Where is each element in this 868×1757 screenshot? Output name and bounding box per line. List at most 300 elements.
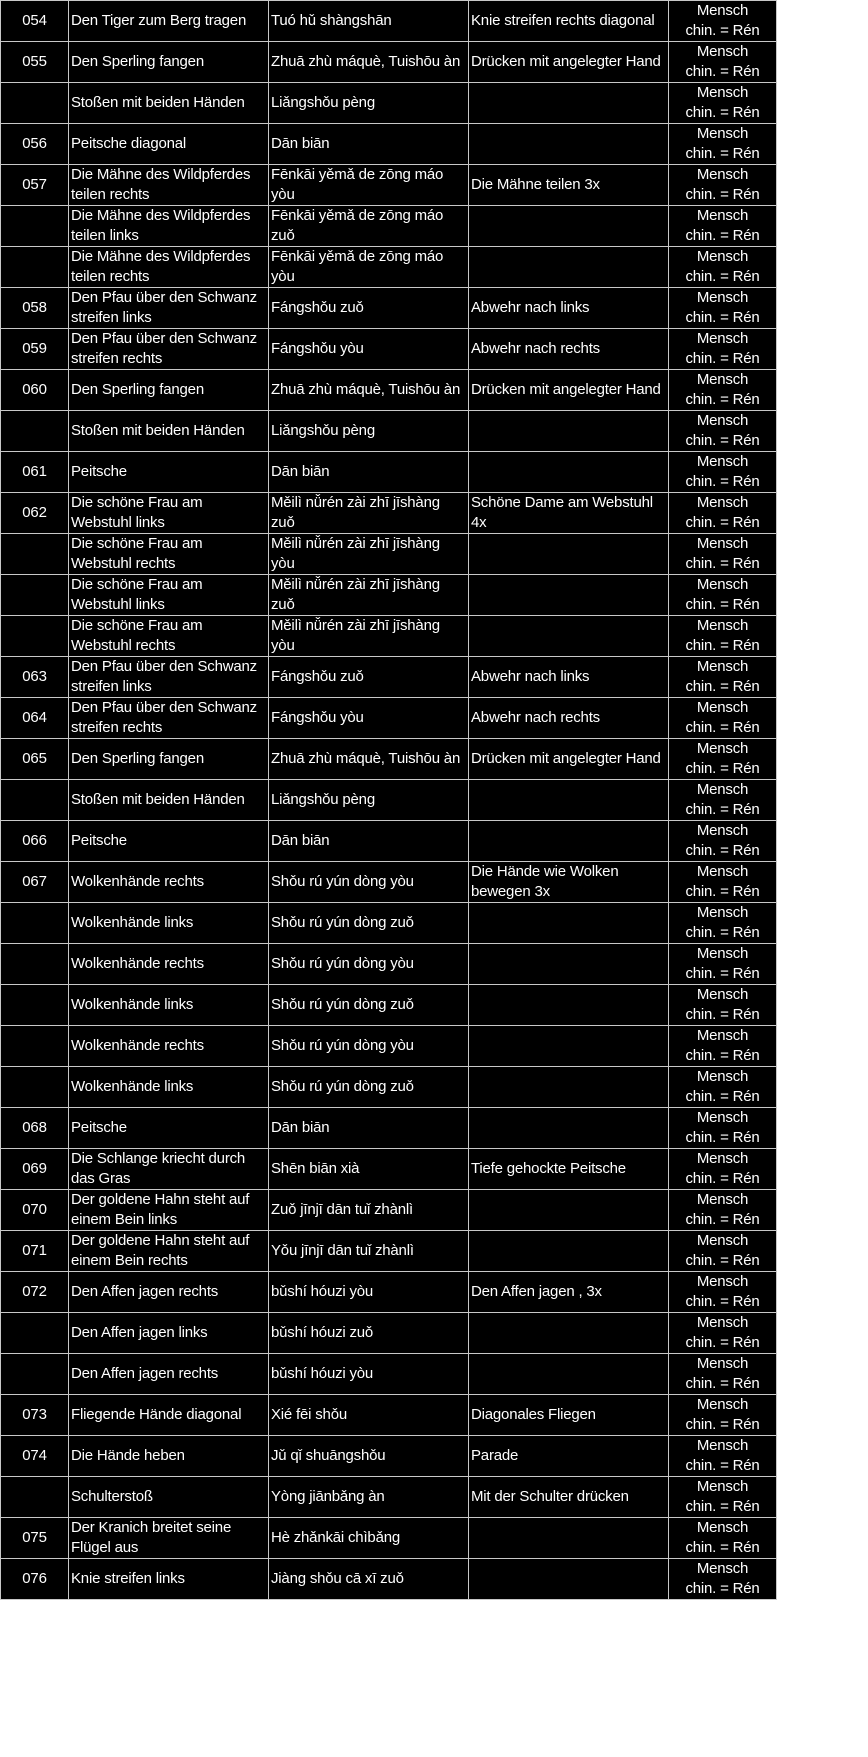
note-cell: Den Affen jagen , 3x [469,1272,669,1313]
table-row [1,739,777,780]
form-number-cell: 066 [1,821,69,862]
note-cell [469,821,669,862]
table-row [1,1067,777,1108]
word-german: Mensch [696,822,749,839]
note-cell [469,1313,669,1354]
word-chinese: chin. = Rén [685,1211,760,1228]
form-number-cell [1,1067,69,1108]
word-german: Mensch [696,289,749,306]
word-chinese: chin. = Rén [685,637,760,654]
word-german: Mensch [696,1560,749,1577]
table-row [1,83,777,124]
word-german: Mensch [696,535,749,552]
form-number-cell: 069 [1,1149,69,1190]
word-chinese: chin. = Rén [685,145,760,162]
table-row [1,534,777,575]
table-row [1,1190,777,1231]
table-row [1,1313,777,1354]
german-name-cell: Der goldene Hahn steht auf einem Bein rechts [69,1231,269,1272]
word-chinese: chin. = Rén [685,1293,760,1310]
note-cell: Abwehr nach rechts [469,329,669,370]
word-german: Mensch [696,43,749,60]
word-cell [669,493,777,534]
note-cell [469,534,669,575]
word-german: Mensch [696,412,749,429]
note-cell [469,124,669,165]
word-german: Mensch [696,207,749,224]
table-row [1,903,777,944]
form-number-cell [1,903,69,944]
word-chinese: chin. = Rén [685,719,760,736]
word-chinese: chin. = Rén [685,186,760,203]
note-cell: Abwehr nach links [469,657,669,698]
table-row [1,575,777,616]
note-cell [469,616,669,657]
word-cell [669,1313,777,1354]
table-row [1,862,777,903]
german-name-cell: Wolkenhände rechts [69,944,269,985]
form-number-cell: 073 [1,1395,69,1436]
form-number-cell: 063 [1,657,69,698]
note-cell [469,1354,669,1395]
word-chinese: chin. = Rén [685,1416,760,1433]
word-german: Mensch [696,1396,749,1413]
form-number-cell: 070 [1,1190,69,1231]
word-cell [669,1436,777,1477]
pinyin-name-cell: Fángshǒu zuǒ [269,288,469,329]
form-number-cell [1,944,69,985]
word-chinese: chin. = Rén [685,1252,760,1269]
form-number-cell: 062 [1,493,69,534]
word-german: Mensch [696,248,749,265]
form-number-cell: 057 [1,165,69,206]
word-cell [669,1518,777,1559]
pinyin-name-cell: Hè zhǎnkāi chìbǎng [269,1518,469,1559]
german-name-cell: Den Pfau über den Schwanz streifen rechts [69,698,269,739]
form-number-cell [1,534,69,575]
word-cell [669,985,777,1026]
german-name-cell: Wolkenhände links [69,1067,269,1108]
german-name-cell: Wolkenhände links [69,985,269,1026]
note-cell: Mit der Schulter drücken [469,1477,669,1518]
note-cell: Die Hände wie Wolken bewegen 3x [469,862,669,903]
note-cell [469,1026,669,1067]
pinyin-name-cell: Zhuā zhù máquè, Tuishōu àn [269,370,469,411]
note-cell: Parade [469,1436,669,1477]
german-name-cell: Die Mähne des Wildpferdes teilen rechts [69,247,269,288]
german-name-cell: Den Affen jagen rechts [69,1272,269,1313]
table-row [1,1149,777,1190]
table-row [1,452,777,493]
german-name-cell: Den Tiger zum Berg tragen [69,1,269,42]
table-row [1,124,777,165]
pinyin-name-cell: Dān biān [269,452,469,493]
german-name-cell: Peitsche diagonal [69,124,269,165]
pinyin-name-cell: Shēn biān xià [269,1149,469,1190]
word-cell [669,1026,777,1067]
word-cell [669,1149,777,1190]
form-number-cell: 071 [1,1231,69,1272]
german-name-cell: Stoßen mit beiden Händen [69,411,269,452]
word-cell [669,452,777,493]
form-number-cell [1,575,69,616]
word-chinese: chin. = Rén [685,1047,760,1064]
note-cell [469,1518,669,1559]
table-row [1,1477,777,1518]
word-cell [669,821,777,862]
note-cell [469,575,669,616]
german-name-cell: Stoßen mit beiden Händen [69,83,269,124]
note-cell: Drücken mit angelegter Hand [469,370,669,411]
german-name-cell: Der Kranich breitet seine Flügel aus [69,1518,269,1559]
word-german: Mensch [696,1437,749,1454]
german-name-cell: Die schöne Frau am Webstuhl links [69,493,269,534]
german-name-cell: Den Sperling fangen [69,739,269,780]
pinyin-name-cell: Shǒu rú yún dòng zuǒ [269,903,469,944]
word-cell [669,83,777,124]
word-chinese: chin. = Rén [685,473,760,490]
word-german: Mensch [696,1027,749,1044]
form-number-cell [1,780,69,821]
form-number-cell [1,247,69,288]
word-cell [669,575,777,616]
word-german: Mensch [696,904,749,921]
word-chinese: chin. = Rén [685,1457,760,1474]
pinyin-name-cell: Měilì nǚrén zài zhī jīshàng yòu [269,616,469,657]
word-german: Mensch [696,494,749,511]
word-german: Mensch [696,2,749,19]
form-number-cell [1,206,69,247]
note-cell [469,247,669,288]
word-german: Mensch [696,166,749,183]
form-number-cell [1,985,69,1026]
note-cell [469,1231,669,1272]
word-chinese: chin. = Rén [685,1498,760,1515]
word-cell [669,1,777,42]
word-chinese: chin. = Rén [685,104,760,121]
form-number-cell: 060 [1,370,69,411]
word-cell [669,862,777,903]
form-number-cell: 065 [1,739,69,780]
pinyin-name-cell: Shǒu rú yún dòng zuǒ [269,985,469,1026]
form-number-cell: 056 [1,124,69,165]
word-german: Mensch [696,371,749,388]
note-cell: Schöne Dame am Webstuhl 4x [469,493,669,534]
form-number-cell [1,411,69,452]
form-number-cell [1,1477,69,1518]
pinyin-name-cell: Shǒu rú yún dòng yòu [269,944,469,985]
table-row [1,370,777,411]
german-name-cell: Wolkenhände links [69,903,269,944]
german-name-cell: Wolkenhände rechts [69,862,269,903]
form-number-cell: 055 [1,42,69,83]
form-number-cell: 074 [1,1436,69,1477]
pinyin-name-cell: Zhuā zhù máquè, Tuishōu àn [269,739,469,780]
word-german: Mensch [696,781,749,798]
word-chinese: chin. = Rén [685,1129,760,1146]
form-number-cell [1,1354,69,1395]
pinyin-name-cell: Fángshǒu yòu [269,698,469,739]
word-cell [669,1272,777,1313]
german-name-cell: Den Pfau über den Schwanz streifen links [69,657,269,698]
table-row [1,1,777,42]
pinyin-name-cell: Měilì nǚrén zài zhī jīshàng yòu [269,534,469,575]
word-cell [669,42,777,83]
table-row [1,616,777,657]
table-body [1,1,777,1600]
table-row [1,1559,777,1600]
table-row [1,1108,777,1149]
note-cell [469,1067,669,1108]
table-row [1,1436,777,1477]
word-german: Mensch [696,1273,749,1290]
pinyin-name-cell: Liǎngshǒu pèng [269,780,469,821]
note-cell [469,452,669,493]
pinyin-name-cell: Shǒu rú yún dòng zuǒ [269,1067,469,1108]
word-chinese: chin. = Rén [685,965,760,982]
pinyin-name-cell: bǔshí hóuzi yòu [269,1272,469,1313]
word-chinese: chin. = Rén [685,227,760,244]
german-name-cell: Den Affen jagen rechts [69,1354,269,1395]
form-number-cell [1,83,69,124]
word-chinese: chin. = Rén [685,801,760,818]
word-chinese: chin. = Rén [685,1375,760,1392]
note-cell [469,985,669,1026]
word-chinese: chin. = Rén [685,883,760,900]
word-cell [669,1354,777,1395]
table-row [1,780,777,821]
german-name-cell: Wolkenhände rechts [69,1026,269,1067]
german-name-cell: Den Pfau über den Schwanz streifen links [69,288,269,329]
word-chinese: chin. = Rén [685,391,760,408]
word-german: Mensch [696,1068,749,1085]
word-chinese: chin. = Rén [685,22,760,39]
note-cell: Diagonales Fliegen [469,1395,669,1436]
table-row [1,821,777,862]
note-cell: Abwehr nach rechts [469,698,669,739]
note-cell [469,903,669,944]
pinyin-name-cell: Fēnkāi yěmǎ de zōng máo zuǒ [269,206,469,247]
word-cell [669,1477,777,1518]
german-name-cell: Schulterstoß [69,1477,269,1518]
table-row [1,411,777,452]
note-cell [469,1559,669,1600]
word-cell [669,411,777,452]
word-german: Mensch [696,1314,749,1331]
pinyin-name-cell: bǔshí hóuzi yòu [269,1354,469,1395]
word-cell [669,903,777,944]
pinyin-name-cell: Shǒu rú yún dòng yòu [269,1026,469,1067]
word-cell [669,288,777,329]
word-chinese: chin. = Rén [685,309,760,326]
german-name-cell: Peitsche [69,452,269,493]
pinyin-name-cell: bǔshí hóuzi zuǒ [269,1313,469,1354]
table-row [1,493,777,534]
word-chinese: chin. = Rén [685,842,760,859]
german-name-cell: Den Affen jagen links [69,1313,269,1354]
word-german: Mensch [696,658,749,675]
word-cell [669,1395,777,1436]
word-chinese: chin. = Rén [685,596,760,613]
form-number-cell: 068 [1,1108,69,1149]
pinyin-name-cell: Fángshǒu yòu [269,329,469,370]
pinyin-name-cell: Shǒu rú yún dòng yòu [269,862,469,903]
pinyin-name-cell: Jiàng shǒu cā xī zuǒ [269,1559,469,1600]
note-cell [469,206,669,247]
word-cell [669,657,777,698]
note-cell: Tiefe gehockte Peitsche [469,1149,669,1190]
word-chinese: chin. = Rén [685,1334,760,1351]
german-name-cell: Peitsche [69,821,269,862]
german-name-cell: Der goldene Hahn steht auf einem Bein links [69,1190,269,1231]
word-chinese: chin. = Rén [685,1580,760,1597]
note-cell [469,1108,669,1149]
word-chinese: chin. = Rén [685,514,760,531]
word-german: Mensch [696,986,749,1003]
word-german: Mensch [696,740,749,757]
pinyin-name-cell: Fēnkāi yěmǎ de zōng máo yòu [269,247,469,288]
word-chinese: chin. = Rén [685,678,760,695]
form-number-cell: 064 [1,698,69,739]
word-german: Mensch [696,1150,749,1167]
table-row [1,1231,777,1272]
word-german: Mensch [696,1478,749,1495]
pinyin-name-cell: Xié fēi shǒu [269,1395,469,1436]
note-cell: Drücken mit angelegter Hand [469,42,669,83]
note-cell [469,83,669,124]
table-row [1,329,777,370]
word-german: Mensch [696,1109,749,1126]
word-cell [669,1190,777,1231]
table-row [1,944,777,985]
german-name-cell: Den Pfau über den Schwanz streifen rechts [69,329,269,370]
form-number-cell: 054 [1,1,69,42]
word-chinese: chin. = Rén [685,63,760,80]
pinyin-name-cell: Dān biān [269,124,469,165]
word-german: Mensch [696,1519,749,1536]
pinyin-name-cell: Fángshǒu zuǒ [269,657,469,698]
word-cell [669,739,777,780]
form-number-cell [1,1313,69,1354]
german-name-cell: Die schöne Frau am Webstuhl links [69,575,269,616]
note-cell: Abwehr nach links [469,288,669,329]
pinyin-name-cell: Liǎngshǒu pèng [269,83,469,124]
note-cell [469,944,669,985]
form-number-cell: 061 [1,452,69,493]
word-cell [669,1231,777,1272]
word-chinese: chin. = Rén [685,1088,760,1105]
pinyin-name-cell: Zuǒ jīnjī dān tuǐ zhànlì [269,1190,469,1231]
word-cell [669,616,777,657]
word-german: Mensch [696,125,749,142]
word-chinese: chin. = Rén [685,350,760,367]
word-chinese: chin. = Rén [685,1170,760,1187]
word-german: Mensch [696,1355,749,1372]
pinyin-name-cell: Jǔ qǐ shuāngshǒu [269,1436,469,1477]
word-chinese: chin. = Rén [685,555,760,572]
word-german: Mensch [696,863,749,880]
note-cell [469,411,669,452]
note-cell: Knie streifen rechts diagonal [469,1,669,42]
word-cell [669,206,777,247]
form-number-cell: 058 [1,288,69,329]
word-cell [669,165,777,206]
german-name-cell: Die Hände heben [69,1436,269,1477]
table-row [1,1026,777,1067]
german-name-cell: Knie streifen links [69,1559,269,1600]
word-cell [669,944,777,985]
word-german: Mensch [696,453,749,470]
word-german: Mensch [696,1191,749,1208]
german-name-cell: Den Sperling fangen [69,370,269,411]
note-cell: Drücken mit angelegter Hand [469,739,669,780]
pinyin-name-cell: Liǎngshǒu pèng [269,411,469,452]
german-name-cell: Den Sperling fangen [69,42,269,83]
table-row [1,657,777,698]
table-row [1,1518,777,1559]
word-cell [669,1559,777,1600]
word-chinese: chin. = Rén [685,924,760,941]
german-name-cell: Die Schlange kriecht durch das Gras [69,1149,269,1190]
word-chinese: chin. = Rén [685,760,760,777]
word-german: Mensch [696,330,749,347]
form-number-cell: 067 [1,862,69,903]
word-cell [669,329,777,370]
table-row [1,698,777,739]
pinyin-name-cell: Yǒu jīnjī dān tuǐ zhànlì [269,1231,469,1272]
word-cell [669,247,777,288]
table-row [1,1354,777,1395]
word-chinese: chin. = Rén [685,432,760,449]
word-cell [669,370,777,411]
pinyin-name-cell: Yòng jiānbǎng àn [269,1477,469,1518]
word-german: Mensch [696,617,749,634]
word-cell [669,1067,777,1108]
form-number-cell [1,1026,69,1067]
german-name-cell: Die schöne Frau am Webstuhl rechts [69,534,269,575]
pinyin-name-cell: Tuó hǔ shàngshān [269,1,469,42]
word-german: Mensch [696,945,749,962]
table-row [1,165,777,206]
word-cell [669,534,777,575]
word-german: Mensch [696,699,749,716]
word-cell [669,780,777,821]
table-row [1,247,777,288]
form-number-cell: 072 [1,1272,69,1313]
table-row [1,985,777,1026]
form-number-cell: 075 [1,1518,69,1559]
german-name-cell: Die schöne Frau am Webstuhl rechts [69,616,269,657]
word-chinese: chin. = Rén [685,268,760,285]
word-german: Mensch [696,1232,749,1249]
form-number-cell [1,616,69,657]
word-german: Mensch [696,576,749,593]
table-row [1,288,777,329]
table-row [1,206,777,247]
pinyin-name-cell: Dān biān [269,821,469,862]
word-cell [669,698,777,739]
table-row [1,1272,777,1313]
german-name-cell: Stoßen mit beiden Händen [69,780,269,821]
pinyin-name-cell: Dān biān [269,1108,469,1149]
word-cell [669,1108,777,1149]
word-chinese: chin. = Rén [685,1006,760,1023]
pinyin-name-cell: Měilì nǚrén zài zhī jīshàng zuǒ [269,493,469,534]
pinyin-name-cell: Zhuā zhù máquè, Tuishōu àn [269,42,469,83]
note-cell: Die Mähne teilen 3x [469,165,669,206]
german-name-cell: Fliegende Hände diagonal [69,1395,269,1436]
german-name-cell: Die Mähne des Wildpferdes teilen rechts [69,165,269,206]
